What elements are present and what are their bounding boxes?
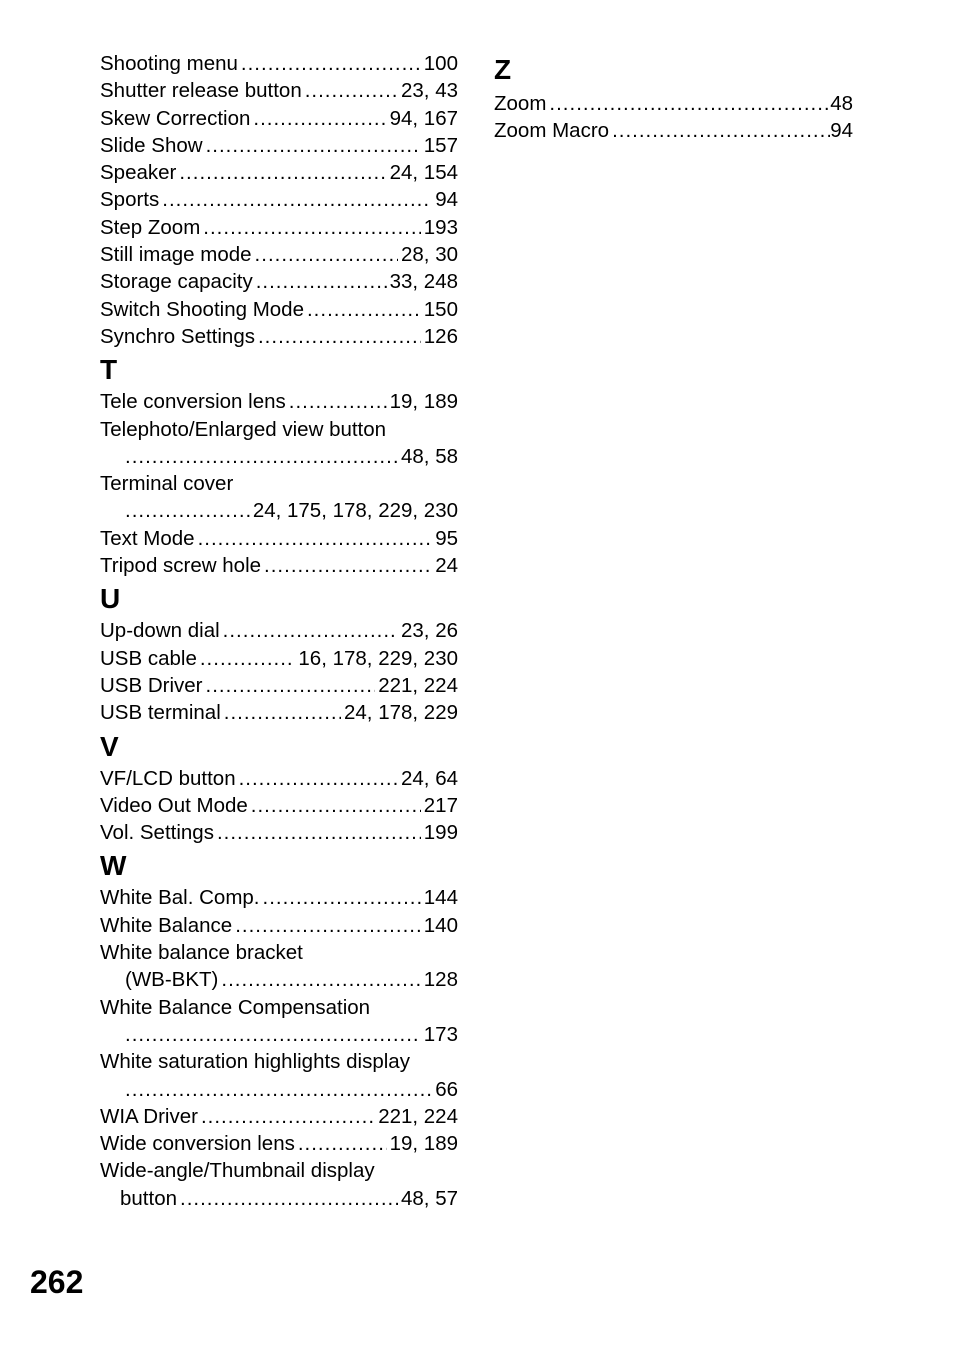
- leader-dots: [255, 241, 398, 268]
- entry-pages: 48, 57: [401, 1186, 458, 1210]
- entry-pages: 24, 178, 229: [344, 701, 458, 725]
- entry-pages: 140: [423, 913, 458, 937]
- leader-dots: [125, 497, 250, 524]
- entry-term: Terminal cover: [100, 472, 234, 496]
- entry-term: Wide conversion lens: [100, 1132, 295, 1156]
- entry-continuation: [100, 1185, 458, 1212]
- entry-term: Zoom: [494, 92, 547, 115]
- entry-term: USB terminal: [100, 701, 221, 725]
- entry-pages: 199: [423, 821, 458, 845]
- entry-term: Shutter release button: [100, 79, 302, 103]
- index-entry: [100, 699, 458, 726]
- entry-pages: 150: [423, 297, 458, 321]
- entry-pages: 24, 175, 178, 229, 230: [252, 499, 458, 523]
- section-letter-v: V: [100, 730, 119, 762]
- index-entry: [100, 1103, 458, 1130]
- leader-dots: [251, 792, 421, 819]
- entry-term: Slide Show: [100, 133, 203, 157]
- entry-term: WIA Driver: [100, 1104, 198, 1128]
- index-entry: [100, 186, 458, 213]
- entry-term: Still image mode: [100, 243, 252, 267]
- index-entry: [494, 117, 853, 144]
- index-entry: [100, 159, 458, 186]
- leader-dots: [264, 552, 432, 579]
- entry-pages: 157: [423, 133, 458, 157]
- leader-dots: [224, 699, 341, 726]
- entry-pages: 24: [435, 554, 458, 578]
- index-entry: [100, 939, 458, 994]
- section-letter-u: U: [100, 583, 121, 615]
- leader-dots: [235, 912, 421, 939]
- leader-dots: [241, 50, 421, 77]
- entry-term: Storage capacity: [100, 270, 253, 294]
- index-entry: [100, 552, 458, 579]
- index-entry: [100, 1048, 458, 1103]
- leader-dots: [217, 819, 421, 846]
- index-entry: [100, 645, 458, 672]
- entry-pages: 94: [435, 188, 458, 212]
- entry-continuation: [100, 966, 458, 993]
- section-letter-z: Z: [494, 54, 512, 85]
- leader-dots: [125, 1021, 421, 1048]
- index-entry: [100, 416, 458, 471]
- entry-pages: 100: [423, 52, 458, 75]
- section-letter-w: W: [100, 850, 127, 882]
- entry-pages: 16, 178, 229, 230: [298, 646, 458, 670]
- entry-term: Sports: [100, 188, 160, 212]
- leader-dots: [198, 525, 433, 552]
- leader-dots: [263, 884, 421, 911]
- leader-dots: [549, 90, 830, 117]
- index-entry: [100, 672, 458, 699]
- leader-dots: [180, 1185, 398, 1212]
- leader-dots: [223, 617, 398, 644]
- entry-term: Tripod screw hole: [100, 554, 262, 578]
- entry-pages: 23, 26: [401, 619, 458, 643]
- leader-dots: [179, 159, 386, 186]
- leader-dots: [162, 186, 432, 213]
- entry-term: USB Driver: [100, 673, 203, 697]
- entry-term: White Balance: [100, 913, 233, 937]
- entry-term: Switch Shooting Mode: [100, 297, 304, 321]
- entry-term: Tele conversion lens: [100, 390, 286, 414]
- index-entry: [100, 884, 458, 911]
- index-entry: [100, 323, 458, 350]
- entry-pages: 217: [423, 793, 458, 817]
- leader-dots: [201, 1103, 375, 1130]
- index-entry: [100, 792, 458, 819]
- entry-pages: 28, 30: [401, 243, 458, 267]
- index-entry: [100, 388, 458, 415]
- index-entry: [100, 525, 458, 552]
- entry-term: Telephoto/Enlarged view button: [100, 417, 387, 441]
- index-entry: [100, 912, 458, 939]
- index-entry: [100, 819, 458, 846]
- entry-pages: 95: [435, 526, 458, 550]
- entry-term: Zoom Macro: [494, 119, 610, 143]
- index-entry: [100, 268, 458, 295]
- entry-term: Vol. Settings: [100, 821, 214, 845]
- leader-dots: [307, 296, 421, 323]
- entry-pages: 128: [423, 968, 458, 992]
- index-entry: [100, 470, 458, 525]
- entry-term: Shooting menu: [100, 52, 238, 75]
- index-entry: [100, 77, 458, 104]
- entry-term: White Bal. Comp.: [100, 886, 260, 910]
- entry-continuation: [100, 497, 458, 524]
- leader-dots: [206, 672, 376, 699]
- leader-dots: [200, 645, 296, 672]
- leader-dots: [125, 1076, 432, 1103]
- index-entry: [100, 50, 458, 77]
- entry-term: Text Mode: [100, 526, 195, 550]
- entry-term: Video Out Mode: [100, 793, 248, 817]
- entry-term: USB cable: [100, 646, 197, 670]
- entry-term: Wide-angle/Thumbnail display: [100, 1159, 375, 1183]
- page-number: 262: [30, 1264, 84, 1300]
- entry-pages: 144: [423, 886, 458, 910]
- leader-dots: [239, 765, 398, 792]
- index-entry: [100, 241, 458, 268]
- index-entry: [494, 90, 853, 117]
- index-entry: [100, 132, 458, 159]
- entry-pages: 221, 224: [378, 1104, 458, 1128]
- entry-pages: 94: [830, 119, 853, 143]
- entry-pages: 33, 248: [389, 270, 458, 294]
- entry-continuation: [100, 443, 458, 470]
- entry-term-continuation: (WB-BKT): [125, 968, 219, 992]
- leader-dots: [298, 1130, 387, 1157]
- index-entry: [100, 765, 458, 792]
- index-entry: [100, 1157, 458, 1212]
- entry-term: Up-down dial: [100, 619, 220, 643]
- entry-term: White balance bracket: [100, 941, 303, 965]
- entry-pages: 19, 189: [389, 390, 458, 414]
- entry-pages: 48: [830, 92, 853, 115]
- entry-pages: 66: [435, 1077, 458, 1101]
- entry-pages: 23, 43: [401, 79, 458, 103]
- leader-dots: [206, 132, 421, 159]
- leader-dots: [253, 105, 386, 132]
- index-entry: [100, 105, 458, 132]
- section-letter-t: T: [100, 354, 118, 386]
- entry-term: VF/LCD button: [100, 766, 236, 790]
- entry-pages: 126: [423, 324, 458, 348]
- leader-dots: [256, 268, 387, 295]
- index-entry: [100, 994, 458, 1049]
- entry-pages: 193: [423, 215, 458, 239]
- leader-dots: [305, 77, 398, 104]
- entry-pages: 221, 224: [378, 673, 458, 697]
- entry-pages: 19, 189: [389, 1132, 458, 1156]
- index-entry: [100, 1130, 458, 1157]
- entry-term: Step Zoom: [100, 215, 201, 239]
- leader-dots: [203, 214, 421, 241]
- leader-dots: [612, 117, 830, 144]
- index-entry: [100, 296, 458, 323]
- entry-term: Speaker: [100, 161, 177, 185]
- leader-dots: [221, 966, 420, 993]
- entry-term: Skew Correction: [100, 106, 251, 130]
- entry-pages: 24, 154: [389, 161, 458, 185]
- entry-term: Synchro Settings: [100, 324, 255, 348]
- index-entry: [100, 214, 458, 241]
- leader-dots: [289, 388, 387, 415]
- entry-continuation: [100, 1076, 458, 1103]
- entry-pages: 173: [423, 1022, 458, 1046]
- entry-pages: 48, 58: [401, 444, 458, 468]
- entry-pages: 94, 167: [389, 106, 458, 130]
- index-entry: [100, 617, 458, 644]
- leader-dots: [125, 443, 398, 470]
- entry-pages: 24, 64: [401, 766, 458, 790]
- entry-term: White saturation highlights display: [100, 1050, 410, 1074]
- entry-term: White Balance Compensation: [100, 995, 371, 1019]
- leader-dots: [258, 323, 421, 350]
- index-column-right: [494, 50, 853, 145]
- entry-continuation: [100, 1021, 458, 1048]
- entry-term-continuation: button: [120, 1186, 177, 1210]
- index-column-left: [100, 50, 458, 1212]
